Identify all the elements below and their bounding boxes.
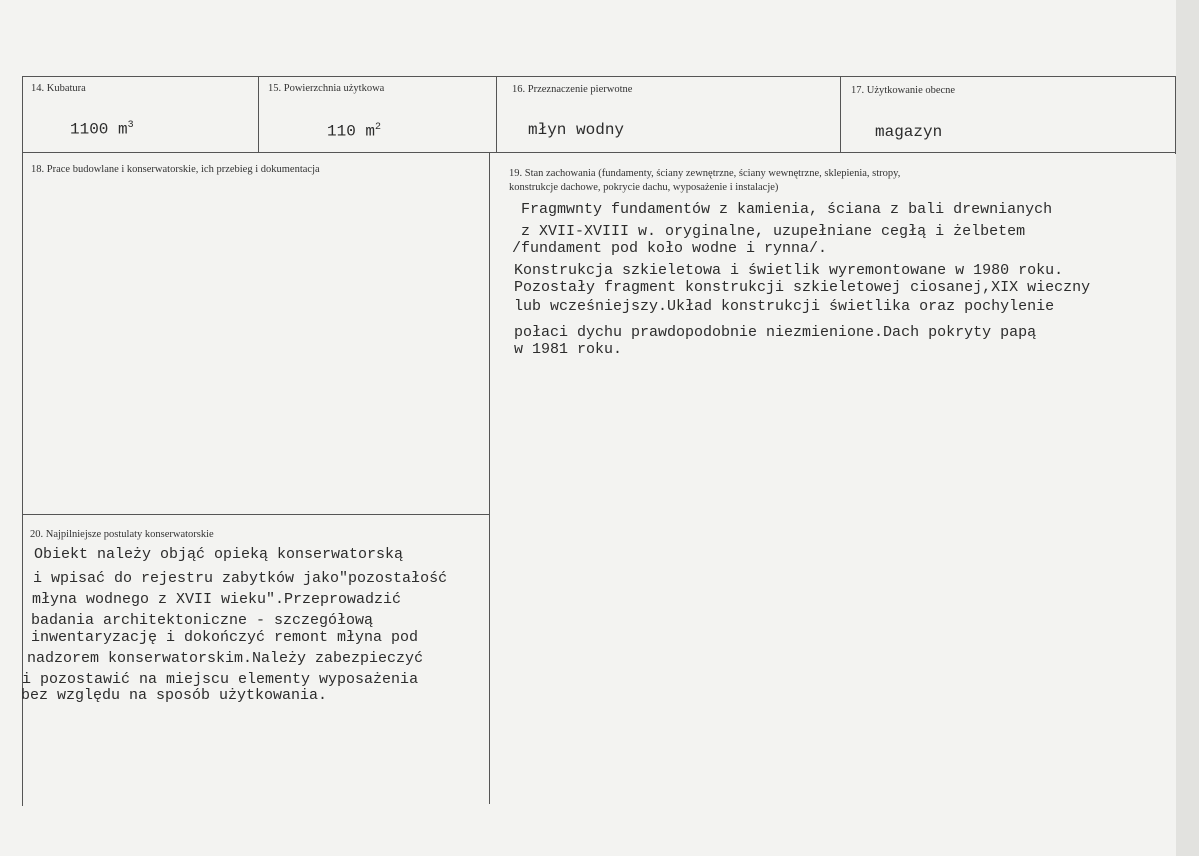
row1-rule (22, 152, 1176, 153)
postulates-line: młyna wodnego z XVII wieku".Przeprowadzić (32, 591, 402, 608)
current-use-value: magazyn (875, 123, 943, 141)
top-rule (22, 76, 1176, 77)
col2-rule (496, 76, 497, 153)
condition-line: Konstrukcja szkieletowa i świetlik wyremontowane w 1980 roku. (514, 262, 1064, 279)
card-edge (1176, 0, 1199, 856)
postulates-line: badania architektoniczne - szczegółową (31, 612, 374, 629)
original-purpose-label: 16. Przeznaczenie pierwotne (512, 84, 633, 95)
postulates-label: 20. Najpilniejsze postulaty konserwatorskie (30, 529, 214, 540)
right-rule (1175, 76, 1176, 154)
condition-line: Pozostały fragment konstrukcji szkieletowej ciosanej,XIX wieczny (514, 279, 1091, 296)
condition-line: połaci dychu prawdopodobnie niezmienione.Dach pokryty papą (514, 324, 1037, 341)
postulates-line: nadzorem konserwatorskim.Należy zabezpieczyć (27, 650, 424, 667)
condition-line: /fundament pod koło wodne i rynna/. (512, 240, 828, 257)
postulates-line: i wpisać do rejestru zabytków jako"pozostałość (33, 570, 448, 587)
section-rule (22, 514, 489, 515)
postulates-line: inwentaryzację i dokończyć remont młyna pod (31, 629, 419, 646)
condition-line: Fragmwnty fundamentów z kamienia, ściana z bali drewnianych (521, 201, 1053, 218)
mid-rule (489, 152, 490, 804)
usable-area-value: 110 $m^2$ (327, 122, 382, 141)
postulates-line: Obiekt należy objąć opieką konserwatorską (34, 546, 404, 563)
usable-area-label: 15. Powierzchnia użytkowa (268, 83, 385, 94)
postulates-line: bez względu na sposób użytkowania. (21, 687, 328, 704)
col1-rule (258, 76, 259, 153)
original-purpose-value: młyn wodny (528, 121, 625, 139)
condition-line: w 1981 roku. (514, 341, 623, 358)
kubatura-label: 14. Kubatura (31, 83, 86, 94)
kubatura-value: 1100 $m^3$ (70, 120, 134, 139)
condition-label-line1: 19. Stan zachowania (fundamenty, ściany zewnętrzne, ściany wewnętrzne, sklepienia, stropy, (509, 168, 901, 179)
construction-works-label: 18. Prace budowlane i konserwatorskie, ich przebieg i dokumentacja (31, 164, 320, 175)
condition-line: lub wcześniejszy.Układ konstrukcji świetlika oraz pochylenie (514, 298, 1055, 315)
current-use-label: 17. Użytkowanie obecne (851, 85, 956, 96)
condition-label-line2: konstrukcje dachowe, pokrycie dachu, wyposażenie i instalacje) (509, 182, 779, 193)
condition-line: z XVII-XVIII w. oryginalne, uzupełniane cegłą i żelbetem (521, 223, 1026, 240)
postulates-line: i pozostawić na miejscu elementy wyposażenia (22, 671, 419, 688)
col3-rule (840, 76, 841, 153)
